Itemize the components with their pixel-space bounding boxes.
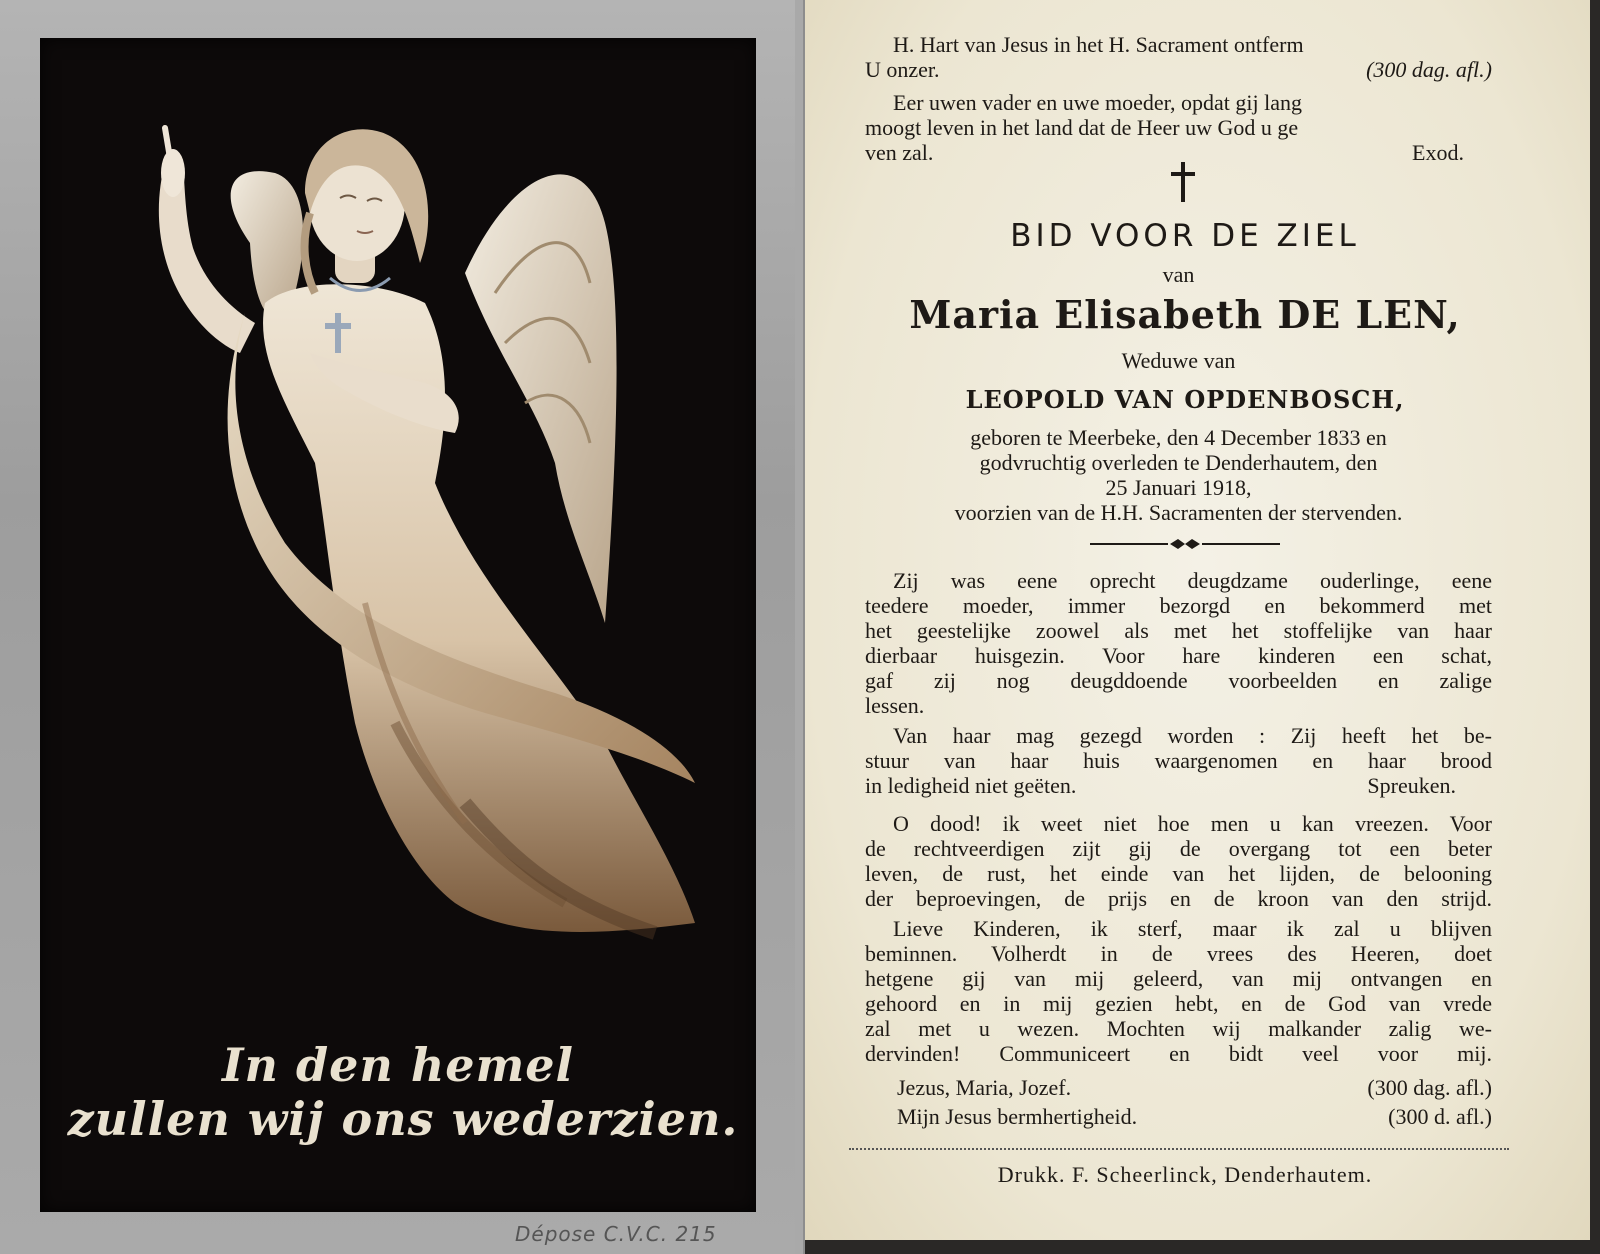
angel-illustration [135,103,735,1033]
proverbs-line-2: stuur van haar huis waargenomen en haar brood [865,748,1492,773]
heart-prayer-line-1: H. Hart van Jesus in het H. Sacrament ontferm [893,32,1304,57]
last-words-line-3: hetgene gij van mij geleerd, van mij ontvangen en [865,966,1492,991]
latin-cross-icon [1168,160,1198,204]
card-edge-shadow [1590,0,1600,1254]
caption [40,1038,756,1146]
last-words-line-4: gehoord en in mij gezien hebt, en de God van vrede [865,991,1492,1016]
birth-death-info [865,425,1492,525]
reflection-line-2: de rechtveerdigen zijt gij de overgang tot een beter [865,836,1492,861]
birth-death-line-3: 25 Januari 1918, [1105,475,1252,500]
honour-line-2: moogt leven in het land dat de Heer uw God u ge [865,115,1299,140]
birth-death-line-4: voorzien van de H.H. Sacramenten der stervenden. [954,500,1403,525]
heart-prayer-line-2: U onzer. [865,57,940,82]
last-words-line-1: Lieve Kinderen, ik sterf, maar ik zal u blijven [893,916,1492,941]
printer-credit: Drukk. F. Scheerlinck, Denderhautem. [997,1162,1373,1187]
virtues-line-4: dierbaar huisgezin. Voor hare kinderen een schat, [865,643,1492,668]
caption-line-2: zullen wij ons wederzien. [67,1092,739,1146]
prayer-indulgence: (300 dag. afl.) [1367,1075,1492,1100]
picture-panel [40,38,756,1212]
dotted-divider [849,1148,1509,1150]
heart-prayer [865,32,1492,82]
ornamental-divider-icon [1090,536,1280,552]
text-card [803,0,1600,1254]
proverbs-line-3: in ledigheid niet geëten. [865,773,1077,798]
prayer-row [865,1075,1492,1100]
short-prayers [865,1075,1492,1133]
virtues-line-6: lessen. [865,693,925,718]
last-words-line-6: dervinden! Communiceert en bidt veel voor mij. [865,1041,1492,1066]
reflection-line-4: der beproevingen, de prijs en de kroon van den strijd. [865,886,1492,911]
virtues-line-1: Zij was eene oprecht deugdzame ouderlinge, eene [893,568,1492,593]
prayer-text: Mijn Jesus bermhertigheid. [897,1104,1138,1129]
honour-line-3: ven zal. [865,140,934,165]
proverbs-paragraph [865,723,1492,798]
birth-death-line-1: geboren te Meerbeke, den 4 December 1833 en [970,425,1387,450]
prayer-text: Jezus, Maria, Jozef. [897,1075,1072,1100]
reflection-line-1: O dood! ik weet niet hoe men u kan vreezen. Voor [893,811,1492,836]
card-bottom-shadow [805,1240,1600,1254]
honour-parents-verse [865,90,1492,165]
heart-prayer-indulgence: (300 dag. afl.) [1366,57,1492,82]
picture-card [0,0,795,1254]
deceased-name: Maria Elisabeth DE LEN, [909,292,1461,337]
bid-heading: BID VOOR DE ZIEL [1010,218,1360,254]
birth-death-line-2: godvruchtig overleden te Denderhautem, den [979,450,1378,475]
last-words-line-5: zal met u wezen. Mochten wij malkander zalig we- [865,1016,1492,1041]
prayer-row [865,1104,1492,1129]
honour-line-1: Eer uwen vader en uwe moeder, opdat gij lang [893,90,1303,115]
proverbs-line-1: Van haar mag gezegd worden : Zij heeft het be- [893,723,1492,748]
van-label: van [1162,262,1195,287]
virtues-line-5: gaf zij nog deugddoende voorbeelden en zalige [865,668,1492,693]
reflection-line-3: leven, de rust, het einde van het lijden, de belooning [865,861,1492,886]
prayer-indulgence: (300 d. afl.) [1388,1104,1492,1129]
widow-of-label: Weduwe van [1121,348,1236,373]
death-reflection-paragraph [865,811,1492,911]
last-words-paragraph [865,916,1492,1066]
proverbs-source: Spreuken. [1367,773,1456,798]
virtues-line-3: het geestelijke zoowel als met het stoffelijke van haar [865,618,1492,643]
caption-line-1: In den hemel [222,1038,574,1092]
last-words-line-2: beminnen. Volherdt in de vrees des Heeren, doet [865,941,1492,966]
honour-source: Exod. [1412,140,1464,165]
virtues-paragraph [865,568,1492,718]
virtues-line-2: teedere moeder, immer bezorgd en bekommerd met [865,593,1492,618]
spouse-name: LEOPOLD VAN OPDENBOSCH, [965,385,1405,414]
depot-mark: Dépose C.V.C. 215 [515,1222,717,1246]
